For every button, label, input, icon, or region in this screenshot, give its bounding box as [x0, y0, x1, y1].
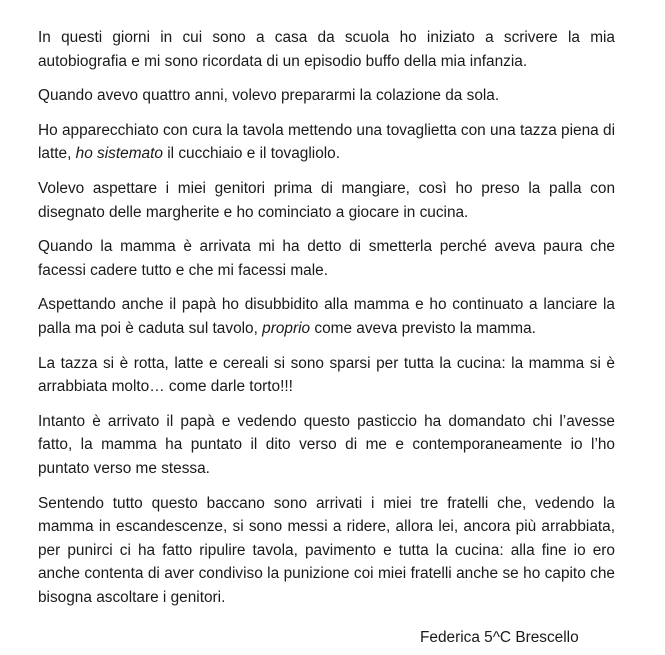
paragraph-3-text-b: il cucchiaio e il tovagliolo.: [162, 145, 341, 163]
document-body: [38, 26, 615, 620]
paragraph-8: Intanto è arrivato il papà e vedendo questo pasticcio ha domandato chi l’avesse fatto, la mamma ha puntato il dito verso di me e contemporaneamente io l’ho puntato verso me stessa.: [38, 412, 615, 477]
paragraph-3: [38, 119, 615, 166]
paragraph-3-text-a: Ho apparecchiato con cura la tavola mettendo una tovaglietta con una tazza piena di latte,: [38, 121, 615, 163]
paragraph-5: Quando la mamma è arrivata mi ha detto di smetterla perché aveva paura che facessi cadere tutto e che mi facessi male.: [38, 238, 615, 279]
paragraph-4: Volevo aspettare i miei genitori prima di mangiare, così ho preso la palla con disegnato delle margherite e ho cominciato a giocare in cucina.: [38, 179, 615, 221]
paragraph-7: La tazza si è rotta, latte e cereali si sono sparsi per tutta la cucina: la mamma si è arrabbiata molto… come darle torto!!!: [38, 354, 615, 396]
paragraph-1: In questi giorni in cui sono a casa da scuola ho iniziato a scrivere la mia autobiografia e mi sono ricordata di un episodio buffo della mia infanzia.: [38, 29, 615, 70]
paragraph-6-italic: proprio: [262, 319, 311, 337]
paragraph-9: Sentendo tutto questo baccano sono arrivati i miei tre fratelli che, vedendo la mamma in escandescenze, si sono messi a ridere, allora lei, ancora più arrabbiata, per punirci ci ha fatto ripulire tavola, pavimento e tutta la cucina: alla fine io ero anche contenta di aver condiviso la punizione coi miei fratelli anche se ho capito che bisogna ascoltare i genitori.: [38, 494, 615, 606]
paragraph-6-text-b: come aveva previsto la mamma.: [310, 319, 536, 337]
paragraph-6: [38, 293, 615, 340]
signature: Federica 5^C Brescello: [420, 629, 579, 646]
paragraph-2: Quando avevo quattro anni, volevo prepararmi la colazione da sola.: [38, 87, 500, 105]
paragraph-3-italic: ho sistemato: [75, 145, 163, 163]
paragraph-6-text-a: Aspettando anche il papà ho disubbidito alla mamma e ho continuato a lanciare la palla ma poi è caduta sul tavolo,: [38, 296, 615, 337]
